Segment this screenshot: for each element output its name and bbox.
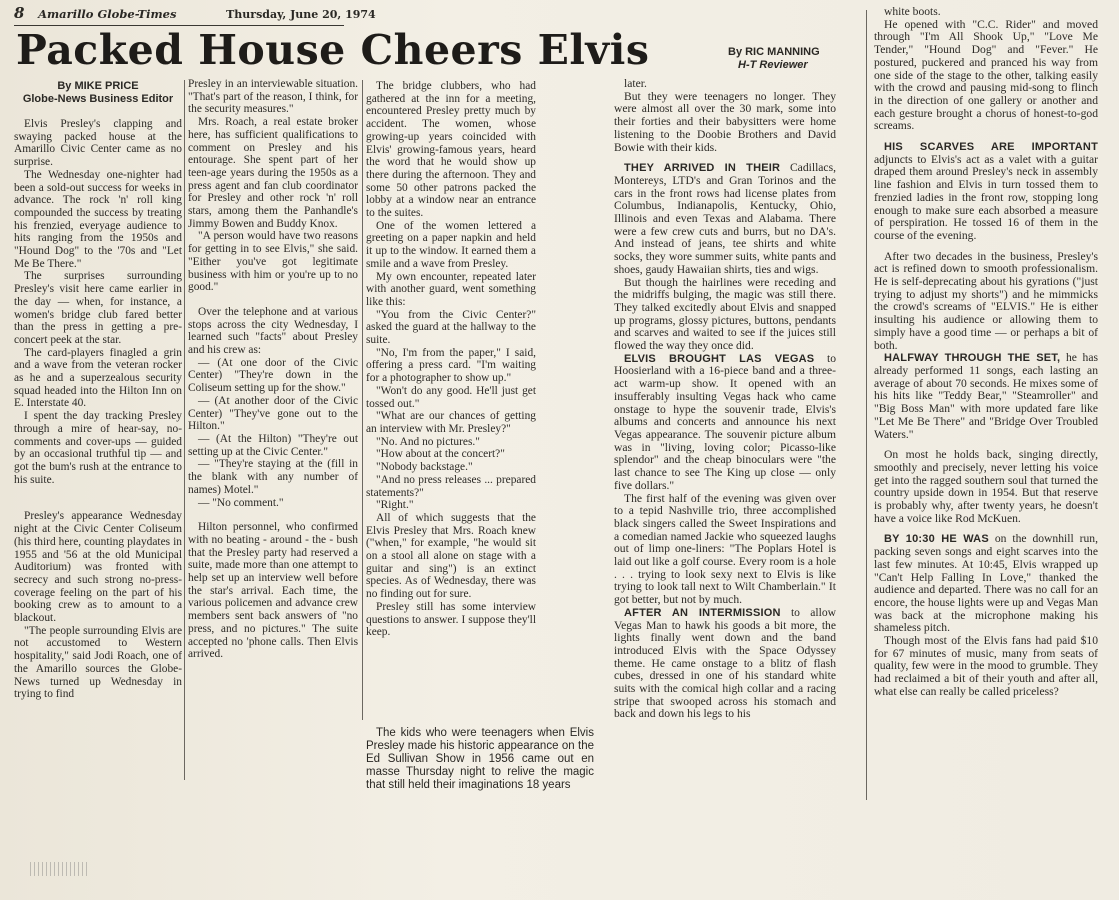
paragraph-text: But though the hairlines were receding and the midriffs bulging, the magic was still there. They talked excitedly about Elvis and snapped up programs, glossy pictures, buttons, pendants and scarves and waited to see if the juices still flowed the way they once did. xyxy=(614,275,836,353)
paragraph xyxy=(874,635,1098,699)
subhead: HALFWAY THROUGH THE SET, xyxy=(884,352,1061,365)
paragraph-text: to allow Vegas Man to hawk his goods a bit more, the lights finally went down and the band introduced Elvis with the Space Odyssey theme. He came onstage to a blitz of flash cubes, dressed in one of his standard white suits with the comical high collar and a racing stripe that swooped across his stomach and back and down his legs to his xyxy=(614,605,836,721)
paper-name: Amarillo Globe-Times xyxy=(38,7,177,21)
paragraph-text: to Hoosierland with a 16-piece band and a three-act warm-up show. It opened with an insufferably insulting Vegas hack who came onstage to hype the souvenir trade, Elvis's albums and concerts and announce his next Vegas appearance. The souvenir picture album was in "living, loving color; Picasso-like splendor" and the cheap binoculars were "the last chance to see The King up close — only five dollars." xyxy=(614,351,836,492)
paragraph xyxy=(614,91,836,155)
column-rule xyxy=(866,10,867,800)
paragraph: "The people surrounding Elvis are not accustomed to Western hospitality," said Jodi Roach, one of the Amarillo sources the Globe-News turned up Wednesday in trying to find xyxy=(14,624,182,701)
paragraph: "Right." xyxy=(376,499,414,512)
paragraph: All of which suggests that the Elvis Presley that Mrs. Roach knew ("when," for example, "he would sit on a stool all alone on stage with a guitar and sing") is an extinct species. As of Wednesday, there was no finding out for sure. xyxy=(366,511,536,601)
paragraph: "No. And no pictures." xyxy=(376,435,480,448)
paragraph: One of the women lettered a greeting on a paper napkin and held it up to the window. It earned them a smile and a wave from Presley. xyxy=(366,219,536,270)
paragraph: — (At one door of the Civic Center) "They're down in the Coliseum setting up for the show." xyxy=(188,356,358,395)
headline: Packed House Cheers Elvis xyxy=(16,26,650,74)
review-byline xyxy=(728,46,848,72)
paragraph-text: white boots. xyxy=(884,6,941,18)
news-role: Globe-News Business Editor xyxy=(22,93,174,105)
page-number: 8 xyxy=(14,4,25,22)
paragraph-text: he has already performed 11 songs, each lasting an average of about 70 seconds. He mixes some of his hits like "Teddy Bear," "Steamroller" and "Big Boss Man" with more updated fare like "Let Me Be There" and "Bridge Over Troubled Waters." xyxy=(874,351,1098,441)
subhead: THEY ARRIVED IN THEIR xyxy=(624,162,781,175)
paragraph: "Nobody backstage." xyxy=(376,461,473,474)
paragraph-text: Though most of the Elvis fans had paid $10 for 67 minutes of music, many from seats of quality, few were in the mood to grumble. They had reclaimed a bit of their youth and after all, what else can really be called priceless? xyxy=(874,634,1098,698)
review-lede xyxy=(366,727,594,792)
article-column-2 xyxy=(188,78,358,798)
paragraph: "Won't do any good. He'll just get tossed out." xyxy=(366,384,536,410)
paragraph xyxy=(874,141,1098,243)
paragraph: "And no press releases ... prepared statements?" xyxy=(366,473,536,499)
paragraph xyxy=(874,449,1098,525)
paragraph-text: On most he holds back, singing directly, smoothly and precisely, never letting his voice get into the ragged southern soul that turned the country upside down in 1954. But that reserve is probably why, after twenty years, he doesn't have a voice like Rod McKuen. xyxy=(874,448,1098,525)
paragraph: Hilton personnel, who confirmed with no beating - around - the - bush that the Presley party had reserved a suite, made more than one attempt to help set up an interview well before the star's arrival. Each time, the various policemen and advance crew members sent back answers of "no press, and no pictures." The suite accepted no 'phone calls. Then Elvis arrived. xyxy=(188,521,358,661)
paragraph: Mrs. Roach, a real estate broker here, has sufficient qualifications to comment on Presley and his entourage. She spent part of her teen-age years during the 1950s as a press agent and fan club coordinator for Presley and other rock 'n' roll stars, among them the Panhandle's Jimmy Bowen and Buddy Knox. xyxy=(188,116,358,230)
paragraph: Presley still has some interview questions to answer. I suppose they'll keep. xyxy=(366,600,536,639)
paragraph xyxy=(874,251,1098,353)
review-role: H-T Reviewer xyxy=(738,59,808,71)
paragraph-text: The first half of the evening was given over to a tepid Nashville trio, three accomplished black singers called the Sweet Inspirations and a comedian named Jackie who squeezed laughs out of limp one-liners: "The Poplars Hotel is laid out like a golf course. Every room is a hole . . . trying to look sexy next to Elvis is like trying to look tall next to Wilt Chamberlain." It got better, but not by much. xyxy=(614,491,836,607)
issue-date: Thursday, June 20, 1974 xyxy=(226,8,376,21)
column-rule xyxy=(362,80,363,720)
paragraph xyxy=(614,607,836,721)
paragraph: My own encounter, repeated later with another guard, went something like this: xyxy=(366,270,536,308)
article-column-1 xyxy=(14,80,182,880)
news-author: By MIKE PRICE xyxy=(57,80,139,92)
paragraph: The kids who were teenagers when Elvis Presley made his historic appearance on the Ed Sullivan Show in 1956 came out en masse Thursday night to relive the magic that still held their imaginations 18 years xyxy=(366,727,594,791)
paragraph: "You from the Civic Center?" asked the guard at the hallway to the suite. xyxy=(366,308,536,347)
paragraph: The Wednesday one-nighter had been a sold-out success for weeks in advance. The rock 'n' roll king compounded the success by treating his frenzied, everyage audience to hits ranging from the 1950s and "Hound Dog" to the '70s and "Let Me Be There." xyxy=(14,168,182,270)
subhead: HIS SCARVES ARE IMPORTANT xyxy=(884,141,1098,154)
paragraph: Presley in an interviewable situation. "That's part of the reason, I think, for the security measures." xyxy=(188,78,358,116)
paragraph xyxy=(614,162,836,276)
column-rule xyxy=(184,80,185,780)
paragraph: — "They're staying at the (fill in the blank with any number of names) Motel." xyxy=(188,458,358,496)
paragraph: "What are our chances of getting an interview with Mr. Presley?" xyxy=(366,410,536,435)
masthead xyxy=(14,4,376,26)
paragraph-text: adjuncts to Elvis's act as a valet with a guitar draped them around Presley's neck in assembly line fashion and Elvis in turn tossed them to frenzied ladies in the front row, stopping long enough to make sure each absorbed a measure of perspiration. He tossed 16 of them in the course of the evening. xyxy=(874,152,1098,242)
paragraph: The surprises surrounding Presley's visit here came earlier in the day — when, for instance, a women's bridge club fared better than the press in getting a pre-concert peek at the star. xyxy=(14,270,182,346)
paragraph: Presley's appearance Wednesday night at the Civic Center Coliseum (his third here, counting playdates in 1955 and '56 at the old Municipal Auditorium) was fronted with secrecy and such strong no-press-coverage feeling on the part of his booking crew as to amount to a blackout. xyxy=(14,510,182,625)
paragraph-text: After two decades in the business, Presley's act is refined down to smooth professionalism. He is self-deprecating about his gyrations ("just trying to adjust my shorts") and he mimmicks the crowd's screams of "ELVIS." He is either insulting his audience or allowing them to simply have a good time — or perhaps a bit of both. xyxy=(874,249,1098,352)
paragraph: "How about at the concert?" xyxy=(376,448,505,461)
subhead: ELVIS BROUGHT LAS VEGAS xyxy=(624,352,815,365)
review-column-2 xyxy=(874,6,1098,786)
paragraph: — (At another door of the Civic Center) "They've gone out to the Hilton." xyxy=(188,394,358,433)
news-byline xyxy=(14,80,182,106)
paragraph xyxy=(614,353,836,493)
paragraph xyxy=(614,277,836,353)
review-author: By RIC MANNING xyxy=(728,46,820,58)
paragraph-text: But they were teenagers no longer. They were almost all over the 30 mark, some into their forties and their babysitters were home listening to the Doobie Brothers and David Bowie with their kids. xyxy=(614,89,836,154)
review-column-1 xyxy=(614,78,836,798)
subhead: BY 10:30 HE WAS xyxy=(884,533,989,546)
paragraph: — "No comment." xyxy=(198,496,284,509)
paragraph xyxy=(874,19,1098,133)
paragraph xyxy=(614,493,836,607)
paragraph-text: on the downhill run, packing seven songs and eight scarves into the last few minutes. At 10:45, Elvis wrapped up "Can't Help Falling In Love," thanked the audience and departed. There was no call for an encore, the house lights were up and Vegas Man was back at the microphone making his shameless pitch. xyxy=(874,532,1098,635)
paragraph: Over the telephone and at various stops across the city Wednesday, I learned such "facts" about Presley and his crew as: xyxy=(188,305,358,357)
paragraph: The bridge clubbers, who had gathered at the inn for a meeting, encountered Presley pretty much by accident. The women, whose growing-up years coincided with Elvis' growing-famous years, heard the word that he would show up there during the afternoon. They and some 50 other patrons packed the lobby at a window near an entrance to the suites. xyxy=(366,80,536,220)
paragraph-text: later. xyxy=(624,78,647,90)
paragraph xyxy=(874,352,1098,441)
paragraph: "A person would have two reasons for getting in to see Elvis," she said. "Either you've got legitimate business with him or you're up to no good." xyxy=(188,230,358,294)
paragraph: The card-players finagled a grin and a wave from the veteran rocker as he and a superzealous security squad headed into the Hilton Inn on E. Interstate 40. xyxy=(14,346,182,410)
paragraph: I spent the day tracking Presley through a mire of hear-say, no-comments and cover-ups — guided by an occasional truthful tip — and got the bum's rush at the entrance to his suite. xyxy=(14,410,182,486)
print-smudge xyxy=(30,862,90,876)
paragraph-text: He opened with "C.C. Rider" and moved through "I'm All Shook Up," "Love Me Tender," "Hound Dog" and "Fever." He postured, puckered and pranced his way from one side of the stage to the other, talking easily with the crowd and pausing mid-song to flinch in the direction of one gallery or another and each gesture brought a chorus of honest-to-god screams. xyxy=(874,17,1098,133)
paragraph: — (At the Hilton) "They're out setting up at the Civic Center." xyxy=(188,432,358,458)
article-column-3 xyxy=(366,80,536,800)
paragraph: "No, I'm from the paper," I said, offering a press card. "I'm waiting for a photographer to show up." xyxy=(366,346,536,385)
paragraph-text: Cadillacs, Montereys, LTD's and Gran Torinos and the cars in the front rows had license plates from Columbus, Indianapolis, Kentucky, Ohio, Illinois and even Texas and Alabama. There were a few crew cuts and burrs, but no DA's. And instead of jeans, tee shirts and white socks, they wore summer suits, white pants and shoes, gaudy Hawaiian shirts, ties and wigs. xyxy=(614,161,836,276)
subhead: AFTER AN INTERMISSION xyxy=(624,606,781,619)
paragraph: Elvis Presley's clapping and swaying packed house at the Amarillo Civic Center came as no surprise. xyxy=(14,118,182,169)
paragraph xyxy=(874,533,1098,635)
